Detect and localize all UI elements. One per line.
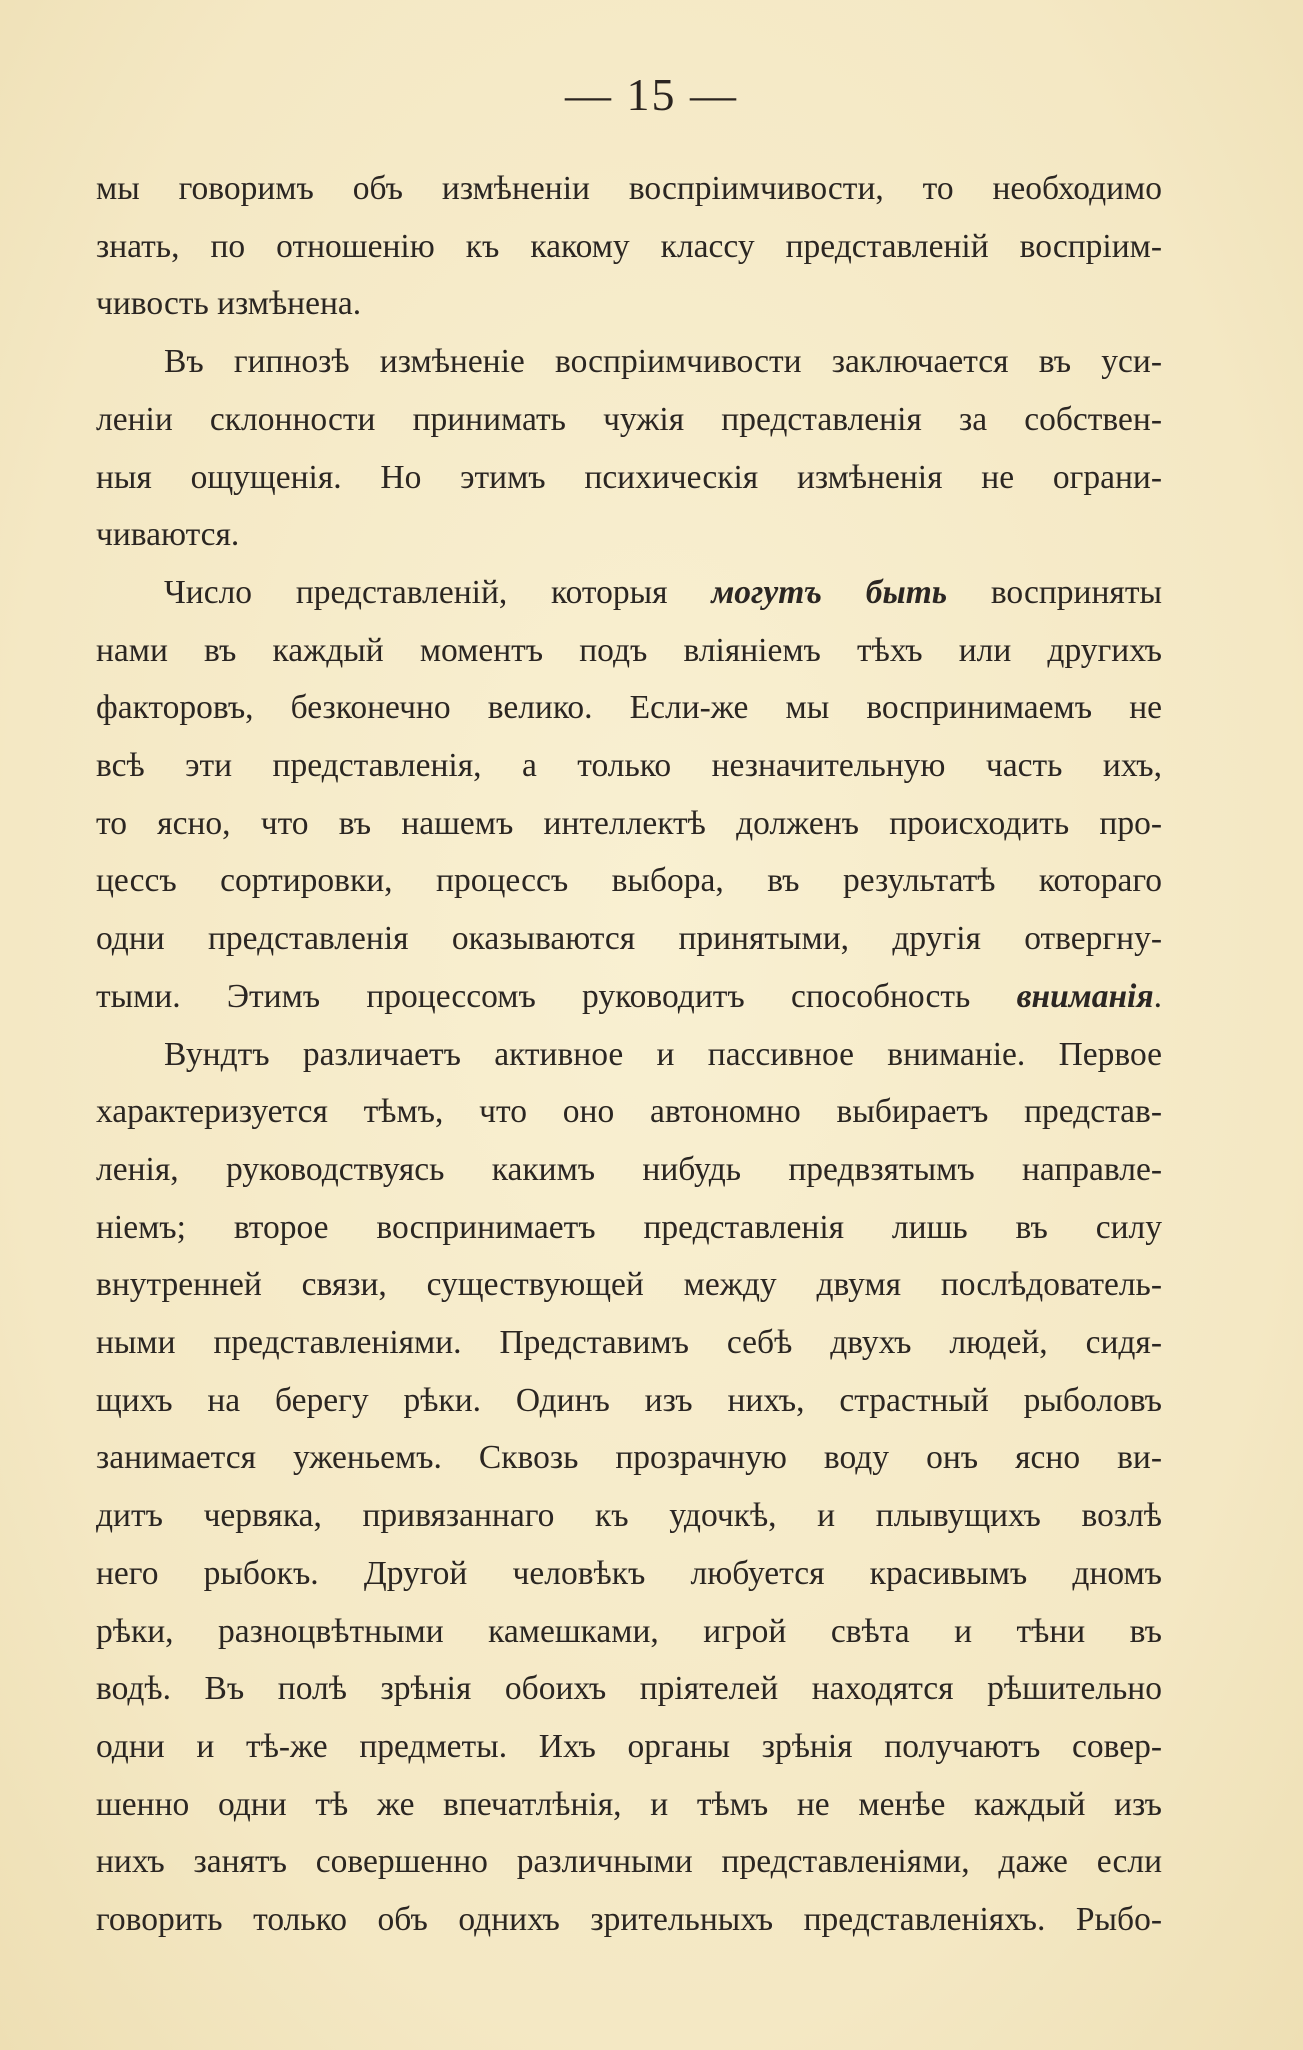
text-line: цессъ сортировки, процессъ выбора, въ результатѣ котораго (96, 862, 1162, 900)
text-line: шенно одни тѣ же впечатлѣнія, и тѣмъ не менѣе каждый изъ (96, 1785, 1162, 1823)
text-line: одни представленія оказываются принятыми, другія отвергну- (96, 920, 1162, 958)
body-text (96, 160, 1162, 1949)
text-line: леніи склонности принимать чужія представленія за собствен- (96, 400, 1162, 438)
text-line: ленія, руководствуясь какимъ нибудь предвзятымъ направле- (96, 1150, 1162, 1188)
text-line: характеризуется тѣмъ, что оно автономно выбираетъ представ- (96, 1093, 1162, 1131)
text-line: Въ гипнозѣ измѣненіе воспріимчивости заключается въ уси- (164, 343, 1162, 381)
paragraph (96, 160, 1162, 333)
text-line: ными представленіями. Представимъ себѣ двухъ людей, сидя- (96, 1324, 1162, 1362)
text-segment: восприняты (947, 573, 1162, 611)
text-line: него рыбокъ. Другой человѣкъ любуется красивымъ дномъ (96, 1554, 1162, 1592)
emphasized-text: могутъ быть (711, 573, 948, 611)
text-line: мы говоримъ объ измѣненіи воспріимчивости, то необходимо (96, 170, 1162, 207)
emphasized-text: вниманія (1016, 977, 1154, 1015)
text-line: то ясно, что въ нашемъ интеллектѣ долженъ происходить про- (96, 804, 1162, 842)
text-line: нихъ занятъ совершенно различными представленіями, даже если (96, 1843, 1162, 1881)
text-segment: тыми. Этимъ процессомъ руководитъ способность (96, 977, 1017, 1015)
text-line: факторовъ, безконечно велико. Если-же мы воспринимаемъ не (96, 689, 1162, 727)
text-line (96, 564, 1162, 622)
paragraph (96, 564, 1162, 1026)
text-line (96, 968, 1162, 1026)
text-segment: . (1153, 977, 1162, 1015)
text-line: нами въ каждый моментъ подъ вліяніемъ тѣхъ или другихъ (96, 631, 1162, 669)
text-line: Вундтъ различаетъ активное и пассивное вниманіе. Первое (164, 1035, 1162, 1073)
paragraph (96, 1026, 1162, 1949)
page-number-header: — 15 — (565, 69, 738, 120)
paragraph (96, 333, 1162, 564)
text-line: всѣ эти представленія, а только незначительную часть ихъ, (96, 747, 1162, 785)
text-line: внутренней связи, существующей между двумя послѣдователь- (96, 1266, 1162, 1304)
text-line: говорить только объ однихъ зрительныхъ представленіяхъ. Рыбо- (96, 1901, 1162, 1939)
text-line: одни и тѣ-же предметы. Ихъ органы зрѣнія получаютъ совер- (96, 1727, 1162, 1765)
text-line: занимается уженьемъ. Сквозь прозрачную воду онъ ясно ви- (96, 1439, 1162, 1477)
text-segment: Число представленій, которыя (164, 573, 712, 611)
text-line: щихъ на берегу рѣки. Одинъ изъ нихъ, страстный рыболовъ (96, 1381, 1162, 1419)
text-line: ніемъ; второе воспринимаетъ представленія лишь въ силу (96, 1208, 1162, 1246)
text-line: чивость измѣнена. (96, 285, 362, 323)
text-line: водѣ. Въ полѣ зрѣнія обоихъ пріятелей находятся рѣшительно (96, 1670, 1162, 1708)
text-line: рѣки, разноцвѣтными камешками, игрой свѣта и тѣни въ (96, 1612, 1162, 1650)
text-line: знать, по отношенію къ какому классу представленій воспріим- (96, 227, 1162, 265)
text-line: ныя ощущенія. Но этимъ психическія измѣненія не ограни- (96, 458, 1162, 496)
text-line: чиваются. (96, 516, 240, 554)
text-line: дитъ червяка, привязаннаго къ удочкѣ, и плывущихъ возлѣ (96, 1497, 1162, 1535)
